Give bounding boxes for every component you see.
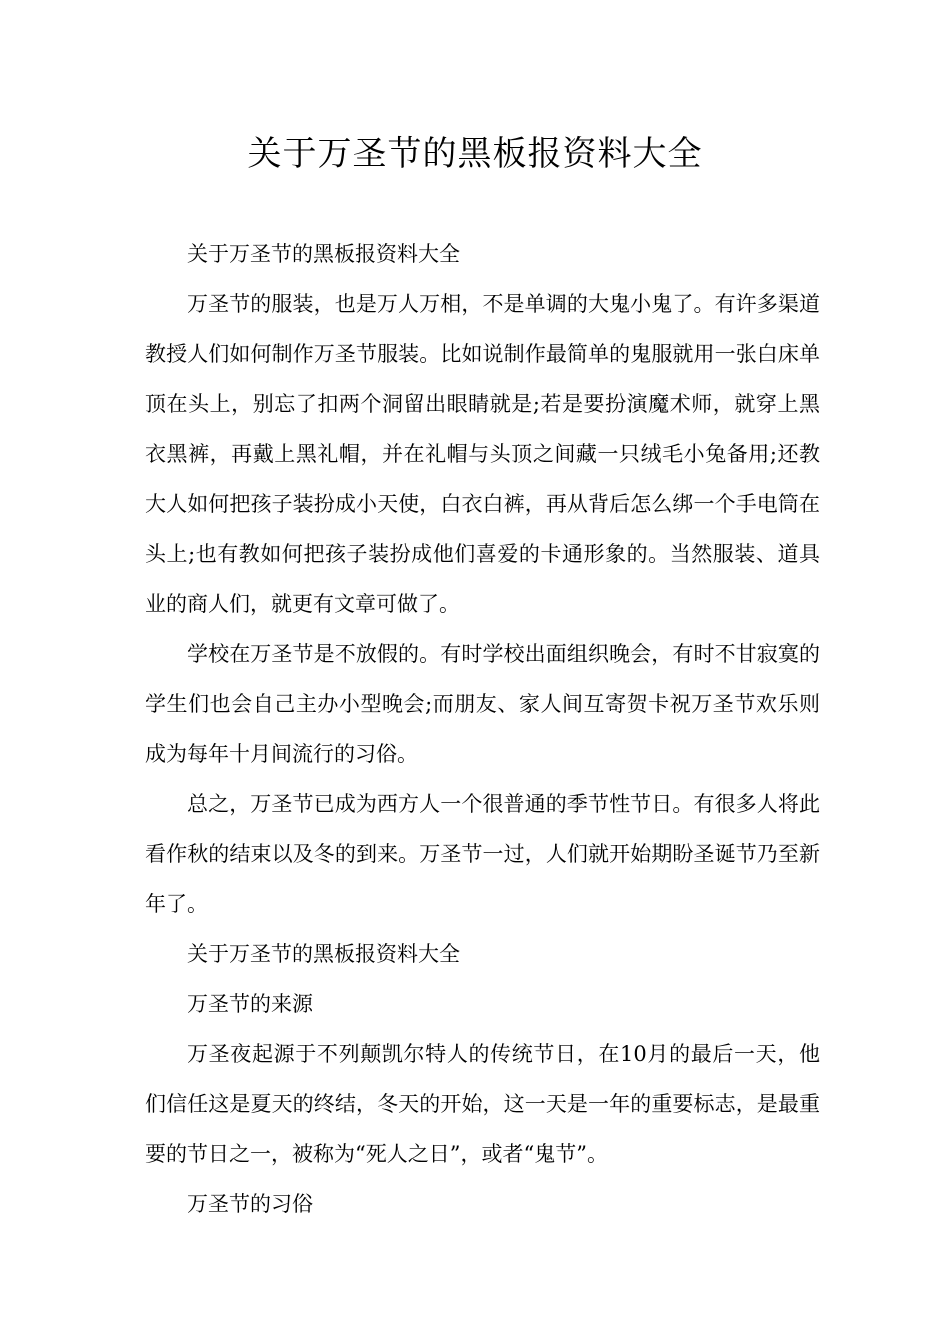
paragraph-costumes: 万圣节的服装，也是万人万相，不是单调的大鬼小鬼了。有许多渠道教授人们如何制作万圣节服装。比如说制作最简单的鬼服就用一张白床单顶在头上，别忘了扣两个洞留出眼睛就是;若是要扮演魔术师，就穿上黑衣黑裤，再戴上黑礼帽，并在礼帽与头顶之间藏一只绒毛小兔备用;还教大人如何把孩子装扮成小天使，白衣白裤，再从背后怎么绑一个手电筒在头上;也有教如何把孩子装扮成他们喜爱的卡通形象的。当然服装、道具业的商人们，就更有文章可做了。: [145, 292, 820, 616]
document-body: [145, 229, 820, 1229]
paragraph-summary: 总之，万圣节已成为西方人一个很普通的季节性节日。有很多人将此看作秋的结束以及冬的到来。万圣节一过，人们就开始期盼圣诞节乃至新年了。: [145, 792, 820, 916]
paragraph-school: 学校在万圣节是不放假的。有时学校出面组织晚会，有时不甘寂寞的学生们也会自己主办小型晚会;而朋友、家人间互寄贺卡祝万圣节欢乐则成为每年十月间流行的习俗。: [145, 642, 820, 766]
document-title: 关于万圣节的黑板报资料大全: [247, 134, 703, 174]
section-heading-customs: 万圣节的习俗: [187, 1192, 313, 1216]
paragraph-heading-repeat-2: 关于万圣节的黑板报资料大全: [187, 942, 460, 966]
paragraph-heading-repeat: 关于万圣节的黑板报资料大全: [187, 242, 460, 266]
section-heading-origin: 万圣节的来源: [187, 992, 313, 1016]
paragraph-origin: 万圣夜起源于不列颠凯尔特人的传统节日，在10月的最后一天，他们信任这是夏天的终结，冬天的开始，这一天是一年的重要标志，是最重要的节日之一，被称为“死人之日”，或者“鬼节”。: [145, 1042, 820, 1166]
